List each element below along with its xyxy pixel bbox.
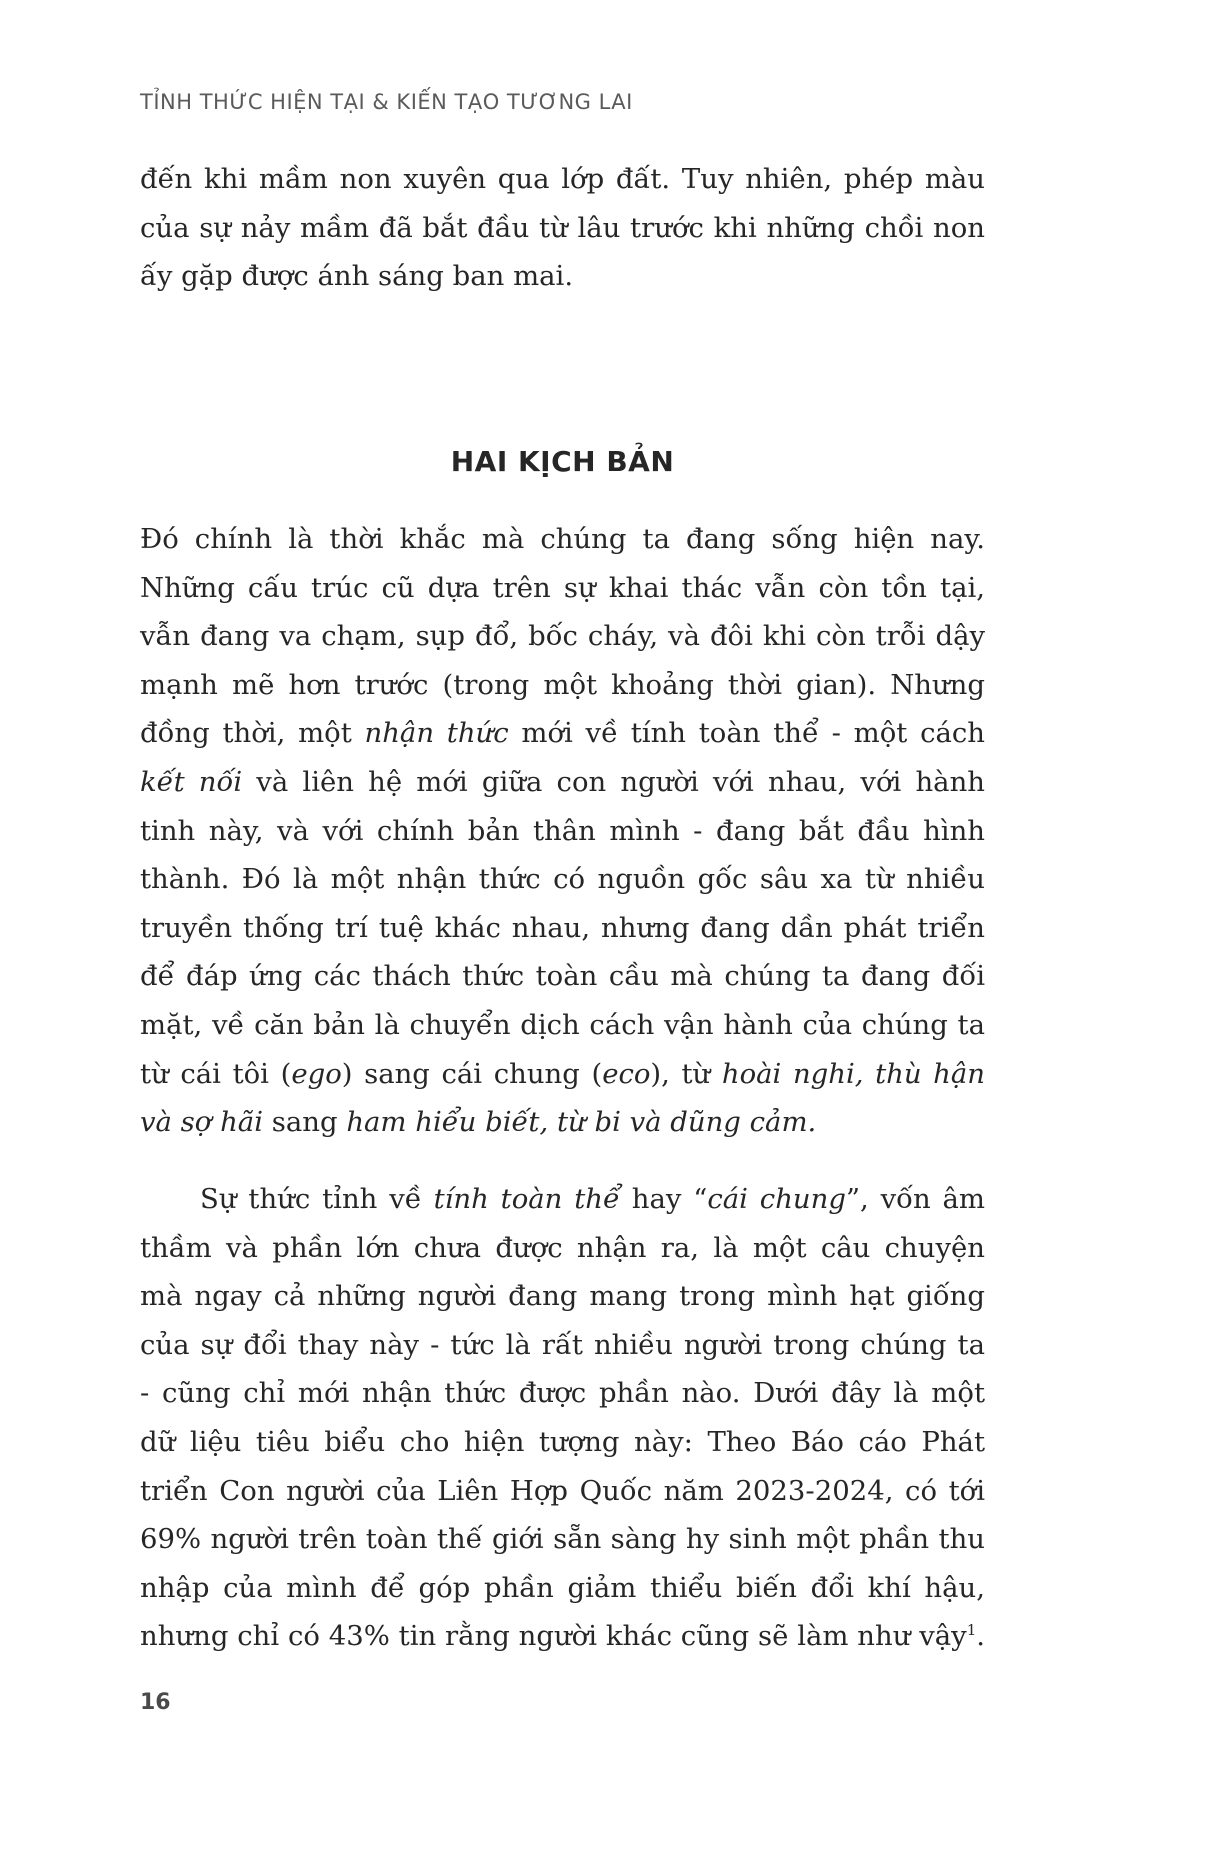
text-line: vẫn đang va chạm, sụp đổ, bốc cháy, và đôi khi còn trỗi dậy [140,620,985,653]
footnote-marker[interactable]: 1 [966,1621,977,1640]
text-run: . [976,1620,985,1653]
text-run: ”, vốn âm [845,1183,985,1215]
italic-term: ham hiểu biết, từ bi và dũng cảm. [346,1106,817,1139]
text-line: đến khi mầm non xuyên qua lớp đất. Tuy nhiên, phép màu [140,163,985,195]
text-line: của sự nảy mầm đã bắt đầu từ lâu trước khi những chồi non [140,211,985,244]
text-line: truyền thống trí tuệ khác nhau, nhưng đang dần phát triển [140,911,985,944]
text-run: Sự thức tỉnh về [200,1183,434,1215]
text-run: ) sang cái chung ( [341,1057,603,1090]
text-run: đồng thời, một [140,717,365,750]
text-run: hay “ [619,1183,708,1215]
text-line [140,1612,985,1661]
paragraph-1 [140,515,985,1147]
text-line: mặt, về căn bản là chuyển dịch cách vận hành của chúng ta [140,1008,985,1041]
text-run: và liên hệ mới giữa con người với nhau, với hành [242,765,985,798]
intro-paragraph [140,155,985,301]
italic-term: eco [602,1057,651,1090]
text-line: thành. Đó là một nhận thức có nguồn gốc sâu xa từ nhiều [140,863,985,896]
text-line: của sự đổi thay này - tức là rất nhiều người trong chúng ta [140,1328,985,1361]
text-run: mới về tính toàn thể - một cách [508,717,985,750]
italic-term: ego [291,1057,342,1090]
paragraph-2 [140,1175,985,1661]
text-run: nhưng chỉ có 43% tin rằng người khác cũng sẽ làm như vậy [140,1620,967,1653]
text-line: để đáp ứng các thách thức toàn cầu mà chúng ta đang đối [140,960,985,993]
text-line: ấy gặp được ánh sáng ban mai. [140,260,574,293]
text-run: sang [263,1106,347,1139]
text-line: mà ngay cả những người đang mang trong mình hạt giống [140,1280,985,1313]
text-line: 69% người trên toàn thế giới sẵn sàng hy sinh một phần thu [140,1523,985,1556]
text-run: ), từ [650,1057,722,1090]
text-line [140,758,985,807]
text-line [140,1175,985,1224]
text-line [140,709,985,758]
running-header: TỈNH THỨC HIỆN TẠI & KIẾN TẠO TƯƠNG LAI [140,90,633,114]
text-line: thầm và phần lớn chưa được nhận ra, là một câu chuyện [140,1231,985,1264]
text-line: nhập của mình để góp phần giảm thiểu biến đổi khí hậu, [140,1571,985,1604]
text-line: dữ liệu tiêu biểu cho hiện tượng này: Theo Báo cáo Phát [140,1425,985,1458]
italic-term: nhận thức [364,717,509,750]
text-line: tinh này, và với chính bản thân mình - đang bắt đầu hình [140,814,985,847]
text-line [140,1098,985,1147]
italic-term: cái chung [707,1183,846,1215]
text-line: - cũng chỉ mới nhận thức được phần nào. Dưới đây là một [140,1377,985,1410]
italic-term: và sợ hãi [140,1106,263,1139]
text-run: từ cái tôi ( [140,1057,292,1090]
page-number: 16 [140,1690,171,1715]
text-line: mạnh mẽ hơn trước (trong một khoảng thời gian). Nhưng [140,668,985,701]
italic-term: tính toàn thể [433,1183,620,1215]
italic-term: kết nối [140,765,243,798]
text-line: Đó chính là thời khắc mà chúng ta đang sống hiện nay. [140,523,985,555]
text-line: Những cấu trúc cũ dựa trên sự khai thác vẫn còn tồn tại, [140,571,985,604]
italic-term: hoài nghi, thù hận [721,1057,986,1090]
text-line: triển Con người của Liên Hợp Quốc năm 2023-2024, có tới [140,1474,985,1507]
text-line [140,1050,985,1099]
section-heading: HAI KỊCH BẢN [450,445,675,478]
